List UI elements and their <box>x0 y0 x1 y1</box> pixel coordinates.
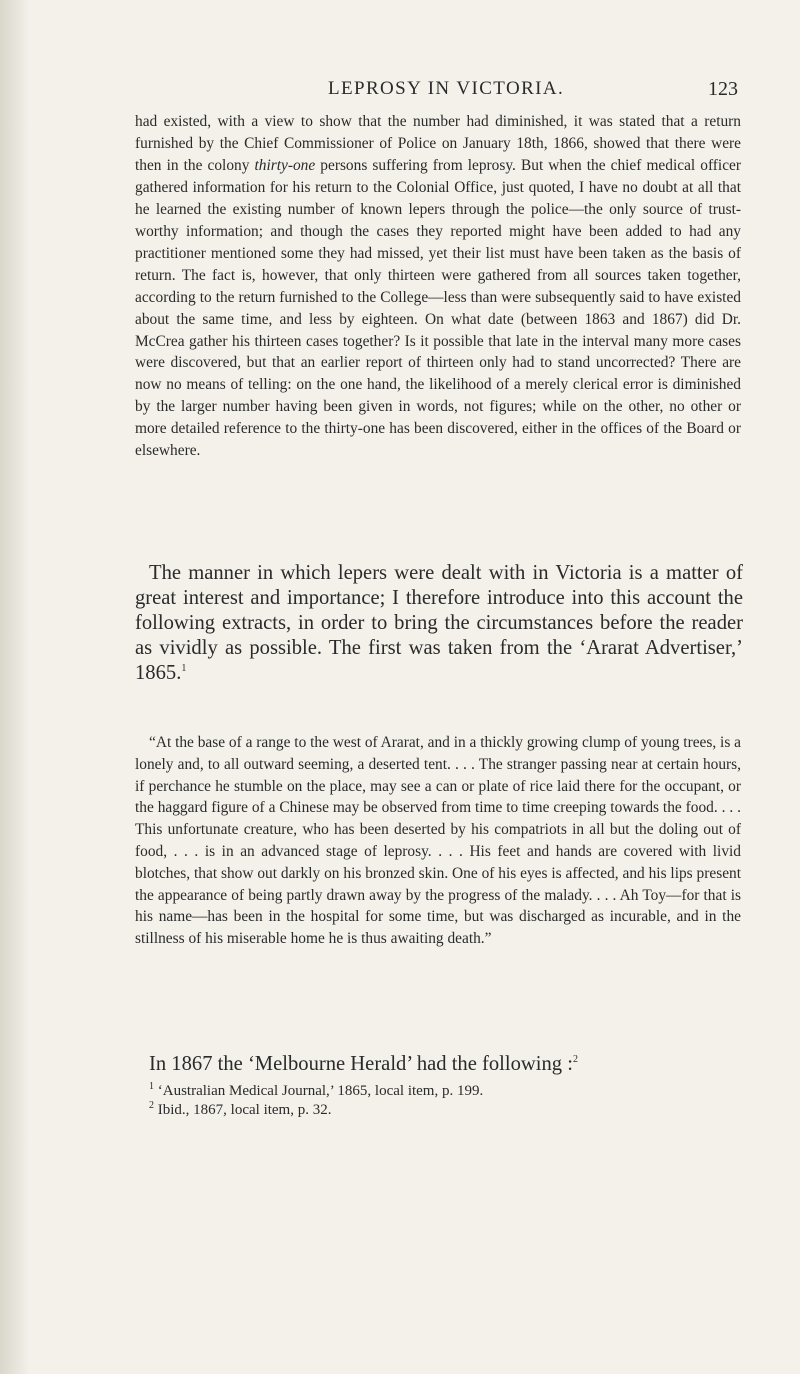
footnote-1-marker: 1 <box>149 1081 154 1092</box>
footnote-2 <box>149 1101 739 1120</box>
running-title: LEPROSY IN VICTORIA. <box>328 78 565 99</box>
paragraph-melbourne-herald <box>135 1052 741 1077</box>
block-quote: “At the base of a range to the west of Ararat, and in a thickly growing clump of young trees, is a lonely and, to all outward seeming, a deserted tent. . . . The stranger passing near at certain hours, if perchance he stumble on the place, may see a can or plate of rice laid there for the occupant, or the haggard figure of a Chinese may be observed from time to time creeping towards the food. . . . This unfortunate creature, who has been deserted by his compatriots in all but the doling out of food, . . . is in an advanced stage of leprosy. . . . His feet and hands are covered with livid blotches, that show out darkly on his bronzed skin. One of his eyes is affected, and his lips present the appearance of being partly drawn away by the progress of the malady. . . . Ah Toy—for that is his name—has been in the hospital for some time, but was discharged as incurable, and in the stillness of his miserable home he is thus awaiting death.” <box>135 734 741 948</box>
page-edge-shadow <box>0 0 30 1374</box>
footnote-2-marker: 2 <box>149 1100 154 1111</box>
paragraph1-italic-number: thirty-one <box>254 156 316 174</box>
paragraph3-text: In 1867 the ‘Melbourne Herald’ had the following : <box>149 1053 573 1075</box>
paragraph-continued <box>135 111 741 462</box>
footnotes <box>149 1082 739 1120</box>
running-head <box>0 78 800 108</box>
footnote-1 <box>149 1082 739 1101</box>
page-number: 123 <box>708 78 738 100</box>
paragraph2-text: The manner in which lepers were dealt with in Victoria is a matter of great interest and importance; I therefore introduce into this account the following extracts, in order to bring the circumstances before the reader as vividly as possible. The first was taken from the ‘Ararat Advertiser,’ 1865. <box>135 562 743 684</box>
footnote-2-text: Ibid., 1867, local item, p. 32. <box>154 1102 332 1118</box>
footnote-ref-1: 1 <box>181 662 187 674</box>
footnote-ref-2: 2 <box>572 1054 578 1066</box>
paragraph1-text-a: had existed, with a view to show that the number had diminished, it was stated that a return furnished by the Chief Commissioner of Police on January 18th, 1866, showed that there were then in the colony <box>135 113 741 174</box>
footnote-1-text: ‘Australian Medical Journal,’ 1865, local item, p. 199. <box>154 1083 484 1099</box>
paragraph-introduction <box>135 561 743 686</box>
paragraph1-text-b: persons suffering from leprosy. But when the chief medical officer gathered information for his return to the Colonial Office, just quoted, I have no doubt at all that he learned the existing number of known lepers through the police—the only source of trust-worthy information; and though the cases they reported might have been added to had any practitioner mentioned some they had missed, yet their list must have been taken as the basis of return. The fact is, however, that only thirteen were gathered from all sources taken together, according to the return furnished to the College—less than were subsequently said to have existed about the same time, and less by eighteen. On what date (between 1863 and 1867) did Dr. McCrea gather his thirteen cases together? Is it possible that late in the interval many more cases were discovered, but that an earlier report of thirteen only had to stand uncorrected? There are now no means of telling: on the one hand, the likelihood of a merely clerical error is diminished by the larger number having been given in words, not figures; while on the other, no other or more detailed reference to the thirty-one has been discovered, either in the offices of the Board or elsewhere. <box>135 156 741 460</box>
